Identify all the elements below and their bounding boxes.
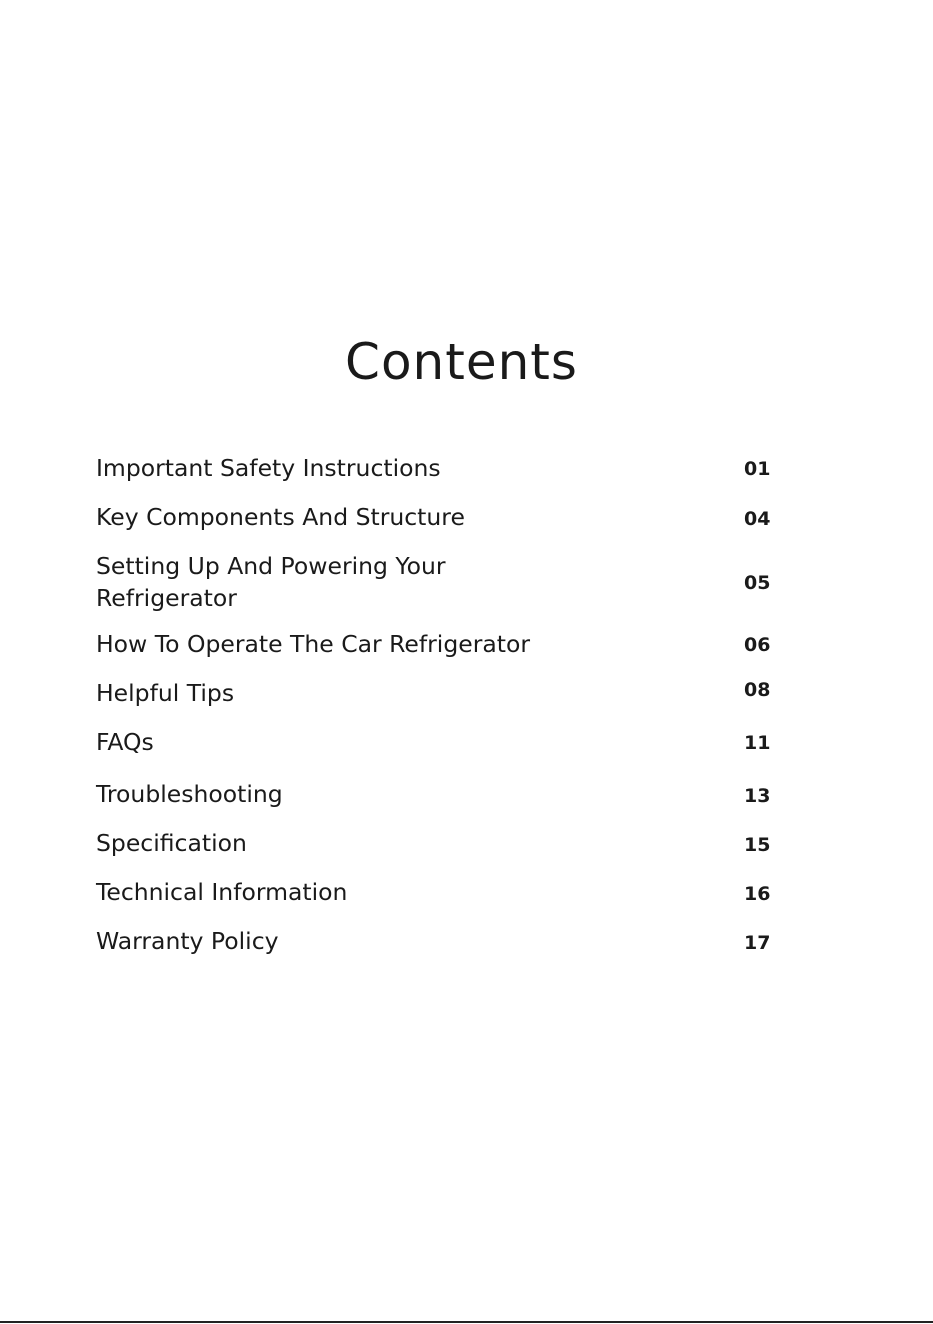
toc-entry-page: 16 bbox=[744, 883, 771, 905]
table-of-contents bbox=[96, 0, 796, 1324]
toc-entry-page: 11 bbox=[744, 732, 771, 754]
toc-entry-page: 13 bbox=[744, 785, 771, 807]
toc-entry-label: Setting Up And Powering Your Refrigerator bbox=[96, 552, 446, 612]
toc-entry-label: FAQs bbox=[96, 728, 154, 756]
toc-entry-label: Important Safety Instructions bbox=[96, 454, 441, 482]
toc-entry-label: Troubleshooting bbox=[96, 780, 283, 808]
toc-entry-page: 04 bbox=[744, 508, 771, 530]
toc-entry-label: Warranty Policy bbox=[96, 927, 279, 955]
page-bottom-rule bbox=[0, 1321, 933, 1323]
toc-entry-page: 17 bbox=[744, 932, 771, 954]
toc-entry-page: 05 bbox=[744, 572, 771, 594]
toc-entry-page: 06 bbox=[744, 634, 771, 656]
toc-entry-page: 01 bbox=[744, 458, 771, 480]
toc-entry-label: Technical Information bbox=[96, 878, 348, 906]
toc-entry-label: Specification bbox=[96, 829, 247, 857]
toc-entry-page: 15 bbox=[744, 834, 771, 856]
toc-entry-page: 08 bbox=[744, 679, 771, 701]
page-title: Contents bbox=[345, 333, 578, 391]
toc-entry-label: How To Operate The Car Refrigerator bbox=[96, 630, 531, 658]
toc-entry-label: Helpful Tips bbox=[96, 679, 235, 707]
toc-entry-label: Key Components And Structure bbox=[96, 503, 465, 531]
